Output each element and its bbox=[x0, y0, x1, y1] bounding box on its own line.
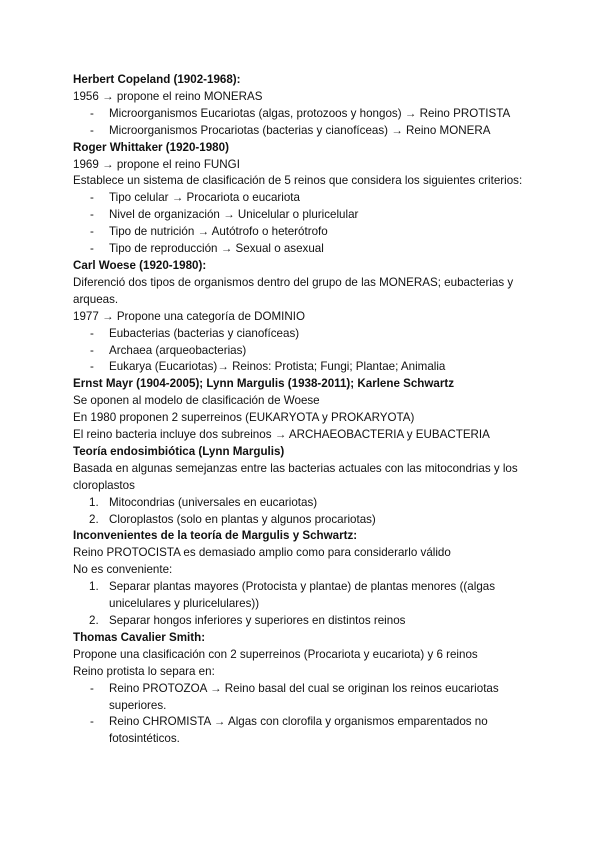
list-item bbox=[73, 613, 543, 630]
list-number: 2. bbox=[89, 512, 99, 526]
list-item bbox=[73, 326, 543, 343]
list-item-text: Separar plantas mayores (Protocista y plantae) de plantas menores ((algas unicelulares y pluricelulares)) bbox=[109, 580, 496, 611]
numbered-list bbox=[73, 495, 543, 529]
list-item bbox=[73, 190, 543, 207]
list-item bbox=[73, 343, 543, 360]
list-item-text: Tipo de nutrición → Autótrofo o heterótrofo bbox=[109, 225, 328, 239]
list-item bbox=[73, 241, 543, 258]
list-item-text: Cloroplastos (solo en plantas y algunos procariotas) bbox=[109, 512, 376, 526]
list-item-text: Reino PROTOZOA → Reino basal del cual se originan los reinos eucariotas superiores. bbox=[109, 681, 499, 712]
list-item bbox=[73, 359, 543, 376]
list-dash: - bbox=[90, 208, 94, 222]
section bbox=[73, 72, 543, 140]
paragraph-line: Propone una clasificación con 2 superreinos (Procariota y eucariota) y 6 reinos bbox=[73, 647, 478, 661]
list-dash: - bbox=[90, 106, 94, 120]
paragraph-line: 1977 → Propone una categoría de DOMINIO bbox=[73, 309, 306, 323]
paragraph-line: Se oponen al modelo de clasificación de Woese bbox=[73, 394, 320, 408]
document-body bbox=[73, 72, 543, 748]
list-item-text: Eubacterias (bacterias y cianofíceas) bbox=[109, 326, 300, 340]
list-item-text: Nivel de organización → Unicelular o pluricelular bbox=[109, 208, 359, 222]
list-item bbox=[73, 106, 543, 123]
section-heading: Thomas Cavalier Smith: bbox=[73, 630, 206, 644]
list-dash: - bbox=[90, 343, 94, 357]
list-item-text: Separar hongos inferiores y superiores en distintos reinos bbox=[109, 614, 406, 627]
list-dash: - bbox=[90, 225, 94, 239]
numbered-list bbox=[73, 579, 543, 630]
list-item bbox=[73, 579, 543, 613]
paragraph-line: El reino bacteria incluye dos subreinos → ARCHAEOBACTERIA y EUBACTERIA bbox=[73, 428, 490, 442]
bullet-list bbox=[73, 106, 543, 140]
bullet-list bbox=[73, 190, 543, 258]
list-dash: - bbox=[90, 360, 94, 374]
list-item-text: Microorganismos Eucariotas (algas, protozoos y hongos) → Reino PROTISTA bbox=[109, 106, 511, 120]
section-heading: Roger Whittaker (1920-1980) bbox=[73, 140, 229, 154]
section bbox=[73, 376, 543, 444]
section-heading: Ernst Mayr (1904-2005); Lynn Margulis (1938-2011); Karlene Schwartz bbox=[73, 377, 455, 391]
list-item bbox=[73, 681, 543, 715]
section bbox=[73, 630, 543, 748]
section-heading: Inconvenientes de la teoría de Margulis y Schwartz: bbox=[73, 529, 358, 543]
section bbox=[73, 258, 543, 376]
bullet-list bbox=[73, 681, 543, 749]
list-item bbox=[73, 207, 543, 224]
section bbox=[73, 444, 543, 529]
list-item bbox=[73, 495, 543, 512]
list-number: 1. bbox=[89, 495, 99, 509]
paragraph-line: Basada en algunas semejanzas entre las bacterias actuales con las mitocondrias y los cloroplastos bbox=[73, 461, 518, 492]
list-number: 2. bbox=[89, 614, 99, 627]
list-item-text: Mitocondrias (universales en eucariotas) bbox=[109, 495, 318, 509]
paragraph-line: No es conveniente: bbox=[73, 563, 173, 577]
list-item-text: Tipo de reproducción → Sexual o asexual bbox=[109, 242, 324, 256]
list-item-text: Eukarya (Eucariotas)→ Reinos: Protista; Fungi; Plantae; Animalia bbox=[109, 360, 446, 374]
list-dash: - bbox=[90, 191, 94, 205]
section-heading: Herbert Copeland (1902-1968): bbox=[73, 73, 241, 86]
paragraph-line: 1969 → propone el reino FUNGI bbox=[73, 157, 240, 171]
paragraph-line: 1956 → propone el reino MONERAS bbox=[73, 89, 263, 103]
list-number: 1. bbox=[89, 580, 99, 594]
list-item bbox=[73, 123, 543, 140]
paragraph-line: Diferenció dos tipos de organismos dentro del grupo de las MONERAS; eubacterias y arqueas. bbox=[73, 275, 514, 306]
list-item-text: Archaea (arqueobacterias) bbox=[109, 343, 247, 357]
list-dash: - bbox=[90, 242, 94, 256]
section-heading: Teoría endosimbiótica (Lynn Margulis) bbox=[73, 444, 285, 458]
section bbox=[73, 528, 543, 629]
list-item-text: Reino CHROMISTA → Algas con clorofila y organismos emparentados no fotosintéticos. bbox=[109, 715, 488, 746]
list-dash: - bbox=[90, 681, 94, 695]
bullet-list bbox=[73, 326, 543, 377]
list-item bbox=[73, 224, 543, 241]
list-dash: - bbox=[90, 123, 94, 137]
list-item-text: Microorganismos Procariotas (bacterias y cianofíceas) → Reino MONERA bbox=[109, 123, 491, 137]
paragraph-line: En 1980 proponen 2 superreinos (EUKARYOTA y PROKARYOTA) bbox=[73, 411, 415, 425]
paragraph-line: Reino PROTOCISTA es demasiado amplio como para considerarlo válido bbox=[73, 546, 451, 560]
list-item bbox=[73, 714, 543, 748]
list-dash: - bbox=[90, 326, 94, 340]
paragraph-line: Reino protista lo separa en: bbox=[73, 664, 215, 678]
list-item bbox=[73, 512, 543, 529]
list-item-text: Tipo celular → Procariota o eucariota bbox=[109, 191, 300, 205]
paragraph-line: Establece un sistema de clasificación de 5 reinos que considera los siguientes criterios: bbox=[73, 174, 523, 188]
section-heading: Carl Woese (1920-1980): bbox=[73, 258, 207, 272]
section bbox=[73, 140, 543, 258]
list-dash: - bbox=[90, 715, 94, 729]
